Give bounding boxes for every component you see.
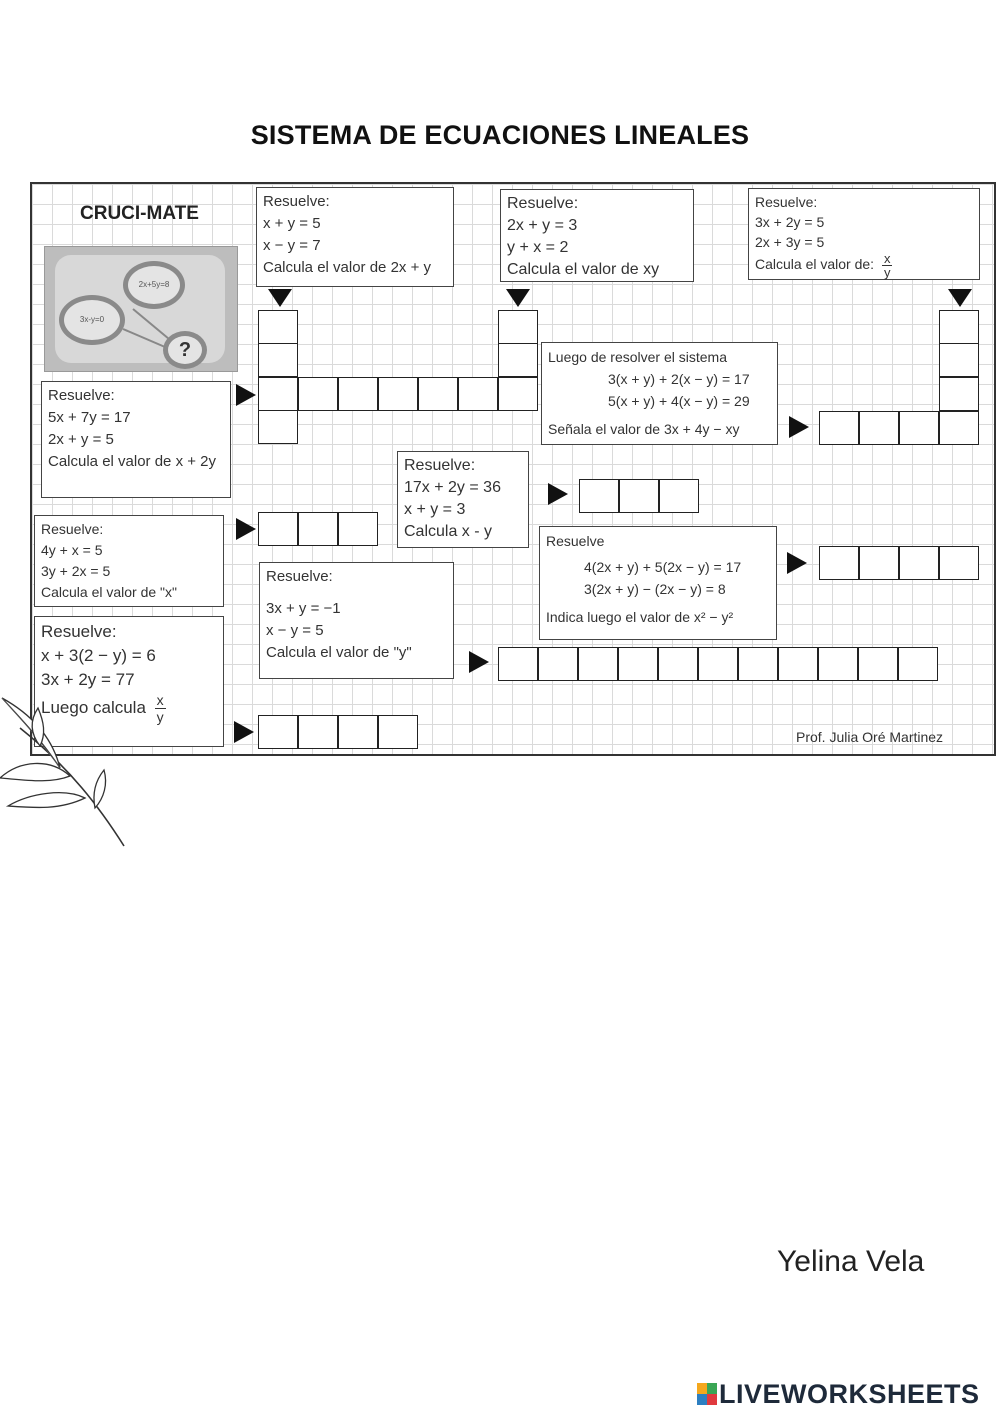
answer-cell[interactable]	[258, 343, 298, 377]
answer-cell[interactable]	[538, 647, 578, 681]
logo-icon	[697, 1383, 717, 1405]
answer-cell[interactable]	[378, 715, 418, 749]
answer-cell[interactable]	[338, 377, 378, 411]
answer-cell[interactable]	[258, 715, 298, 749]
clue-top-mid: Resuelve: 2x + y = 3 y + x = 2 Calcula el valor de xy	[500, 189, 694, 282]
answer-cell[interactable]	[698, 647, 738, 681]
clue-top-right: Resuelve: 3x + 2y = 5 2x + 3y = 5 Calcula el valor de: $\frac{x}{y}$	[748, 188, 980, 280]
answer-cell[interactable]	[378, 377, 418, 411]
answer-cell[interactable]	[819, 411, 859, 445]
clue-left-1: Resuelve: 5x + 7y = 17 2x + y = 5 Calcula el valor de x + 2y	[41, 381, 231, 498]
answer-cell[interactable]	[899, 411, 939, 445]
clue-right-mid: Resuelve 4(2x + y) + 5(2x − y) = 17 3(2x + y) − (2x − y) = 8 Indica luego el valor de x² − y²	[539, 526, 777, 640]
answer-cell[interactable]	[939, 411, 979, 445]
arrow-down-icon	[268, 289, 292, 307]
answer-cell[interactable]	[258, 310, 298, 344]
answer-cell[interactable]	[418, 377, 458, 411]
answer-cell[interactable]	[498, 343, 538, 377]
equation-bubble-1: 2x+5y=8	[123, 261, 185, 309]
clue-center: Resuelve: 17x + 2y = 36 x + y = 3 Calcula x - y	[397, 451, 529, 548]
answer-cell[interactable]	[618, 647, 658, 681]
arrow-right-icon	[789, 416, 809, 438]
student-signature: Yelina Vela	[777, 1245, 925, 1278]
clue-mid-system: Luego de resolver el sistema 3(x + y) + 2(x − y) = 17 5(x + y) + 4(x − y) = 29 Señala el valor de 3x + 4y − xy	[541, 342, 778, 445]
answer-cell[interactable]	[818, 647, 858, 681]
equation-bubble-2: 3x-y=0	[59, 295, 125, 345]
clue-mid-lower: Resuelve: 3x + y = −1 x − y = 5 Calcula el valor de "y"	[259, 562, 454, 679]
answer-cell[interactable]	[298, 512, 338, 546]
answer-cell[interactable]	[859, 411, 899, 445]
arrow-right-icon	[236, 518, 256, 540]
liveworksheets-logo: LIVEWORKSHEETS	[697, 1377, 980, 1411]
arrow-right-icon	[787, 552, 807, 574]
leaf-branch-icon	[0, 688, 130, 853]
answer-cell[interactable]	[498, 377, 538, 411]
answer-cell[interactable]	[338, 512, 378, 546]
answer-cell[interactable]	[498, 310, 538, 344]
answer-cell[interactable]	[898, 647, 938, 681]
answer-cell[interactable]	[619, 479, 659, 513]
arrow-right-icon	[234, 721, 254, 743]
answer-cell[interactable]	[498, 647, 538, 681]
answer-cell[interactable]	[659, 479, 699, 513]
fraction-x-over-y: $\frac{x}{y}$	[156, 692, 164, 725]
answer-cell[interactable]	[298, 715, 338, 749]
answer-cell[interactable]	[819, 546, 859, 580]
answer-cell[interactable]	[258, 410, 298, 444]
answer-cell[interactable]	[939, 377, 979, 411]
answer-cell[interactable]	[858, 647, 898, 681]
clue-left-2: Resuelve: 4y + x = 5 3y + 2x = 5 Calcula el valor de "x"	[34, 515, 224, 607]
answer-cell[interactable]	[298, 377, 338, 411]
answer-cell[interactable]	[338, 715, 378, 749]
answer-cell[interactable]	[859, 546, 899, 580]
arrow-down-icon	[506, 289, 530, 307]
answer-cell[interactable]	[899, 546, 939, 580]
answer-cell[interactable]	[258, 377, 298, 411]
arrow-right-icon	[236, 384, 256, 406]
answer-cell[interactable]	[578, 647, 618, 681]
question-icon: ?	[163, 331, 207, 369]
answer-cell[interactable]	[939, 310, 979, 344]
fraction-x-over-y: $\frac{x}{y}$	[883, 251, 891, 280]
answer-cell[interactable]	[458, 377, 498, 411]
illustration-image	[44, 246, 238, 372]
answer-cell[interactable]	[939, 343, 979, 377]
answer-cell[interactable]	[579, 479, 619, 513]
clue-top-left: Resuelve: x + y = 5 x − y = 7 Calcula el valor de 2x + y	[256, 187, 454, 287]
crucimate-title: CRUCI-MATE	[80, 203, 199, 224]
answer-cell[interactable]	[658, 647, 698, 681]
clue-left-3: Resuelve: x + 3(2 − y) = 6 3x + 2y = 77 Luego calcula $\frac{x}{y}$	[34, 616, 224, 747]
arrow-right-icon	[469, 651, 489, 673]
answer-cell[interactable]	[778, 647, 818, 681]
arrow-down-icon	[948, 289, 972, 307]
answer-cell[interactable]	[738, 647, 778, 681]
answer-cell[interactable]	[939, 546, 979, 580]
answer-cell[interactable]	[258, 512, 298, 546]
page-title: SISTEMA DE ECUACIONES LINEALES	[250, 120, 750, 150]
arrow-right-icon	[548, 483, 568, 505]
author-credit: Prof. Julia Oré Martinez	[796, 729, 944, 745]
